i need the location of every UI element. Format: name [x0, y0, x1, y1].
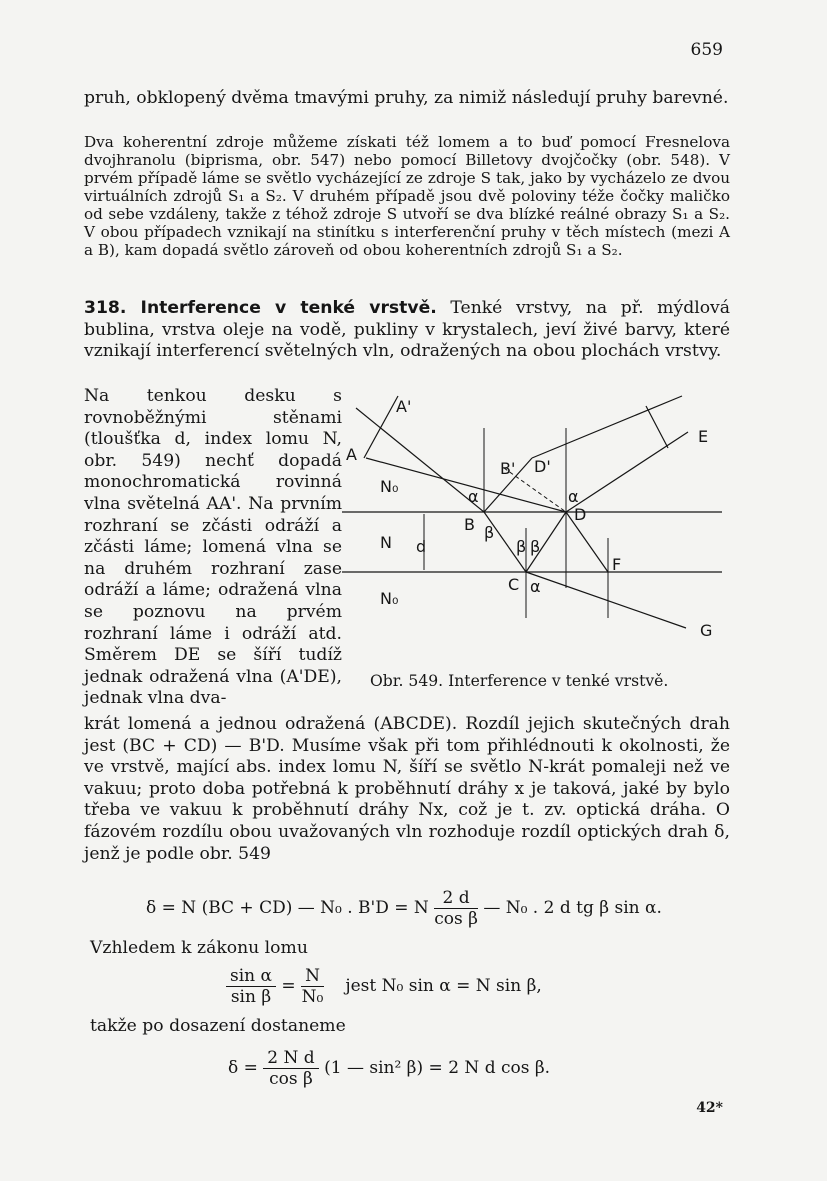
eq1-numerator: 2 d [434, 888, 478, 909]
paragraph-main: krát lomená a jednou odražená (ABCDE). Rozdíl jejich skutečných drah jest (BC + CD) — B'D. Musíme však při tom přihlédnouti k okolnosti, že ve vrstvě, mající abs. index lomu N, šíří se světlo N-krát pomaleji než ve vakuu; proto doba potřebná k proběhnutí dráhy x je taková, jaké by bylo třeba ve vakuu k proběhnutí dráhy Nx, což je t. zv. optická dráha. O fázovém rozdílu obou uvažovaných vln rozhoduje rozdíl optických drah δ, jenž je podle obr. 549 [84, 714, 730, 864]
eq3-right: (1 — sin² β) = 2 N d cos β. [324, 1058, 551, 1078]
label-B1: B' [500, 459, 516, 478]
figure-549 [336, 388, 722, 658]
section-intro: Tenké vrstvy, na př. mýdlová bublina, vrstva oleje na vodě, pukliny v krystalech, jeví živé barvy, které vznikají interferencí světelných vln, odražených na obou plochách vrstvy. [84, 298, 730, 362]
eq3-fraction [263, 1048, 318, 1089]
label-B: B [464, 515, 475, 534]
eq2-denominator-2: N₀ [301, 987, 324, 1007]
label-d: d [416, 537, 427, 556]
eq2-fraction-1 [226, 966, 276, 1007]
eq2-denominator-1: sin β [230, 987, 272, 1007]
page-signature: 42* [696, 1100, 723, 1116]
equation-2 [226, 966, 542, 1007]
eq2-equals: = [281, 976, 302, 996]
page-number: 659 [690, 40, 723, 60]
ray-DE [566, 432, 688, 512]
eq2-right: jest N₀ sin α = N sin β, [345, 976, 542, 996]
eq1-left: δ = N (BC + CD) — N₀ . B'D = N [146, 898, 429, 918]
eq2-numerator-2: N [301, 966, 324, 987]
label-alpha-1: α [468, 487, 479, 506]
text-line-2: takže po dosazení dostaneme [90, 1016, 346, 1036]
label-A1: A' [396, 397, 412, 416]
eq1-denominator: cos β [434, 909, 478, 929]
ray-top-right [532, 396, 682, 458]
text-line-1: Vzhledem k zákonu lomu [90, 938, 308, 958]
label-C: C [508, 575, 520, 594]
eq3-numerator: 2 N d [263, 1048, 318, 1069]
label-beta-3: β [530, 537, 541, 556]
section-318 [84, 298, 730, 363]
label-D: D [574, 505, 587, 524]
paragraph-2: Dva koherentní zdroje můžeme získati též lomem a to buď pomocí Fresnelova dvojhranolu (biprisma, obr. 547) nebo pomocí Billetovy dvojčočky (obr. 548). V prvém případě láme se světlo vycházející ze zdroje S tak, jako by vycházelo ze dvou virtuálních zdrojů S₁ a S₂. V druhém případě jsou dvě poloviny téže čočky maličko od sebe vzdáleny, takže z téhož zdroje S utvoří se dva blízké reálné obrazy S₁ a S₂. V obou případech vznikají na stinítku s interferenční pruhy v těch místech (mezi A a B), kam dopadá světlo zároveň od obou koherentních zdrojů S₁ a S₂. [84, 133, 730, 259]
equation-3 [228, 1048, 550, 1089]
label-E: E [698, 427, 709, 446]
label-N0-bottom: N₀ [380, 589, 399, 608]
eq1-right: — N₀ . 2 d tg β sin α. [483, 898, 662, 918]
eq1-fraction [434, 888, 478, 929]
label-beta-2: β [516, 537, 527, 556]
label-alpha-3: α [530, 577, 541, 596]
label-N: N [380, 533, 392, 552]
eq2-fraction-2 [301, 966, 324, 1007]
left-column-text: Na tenkou desku s rovnoběžnými stěnami (tloušťka d, index lomu N, obr. 549) nechť dopadá monochromatická rovinná vlna světelná AA'. Na prvním rozhraní se zčásti odráží a zčásti láme; lomená vlna se na druhém rozhraní zase odráží a láme; odražená vlna se poznovu na prvém rozhraní láme i odráží atd. Směrem DE se šíří tudíž jednak odražená vlna (A'DE), jednak vlna dva- [84, 386, 342, 709]
wavefront-right [646, 406, 668, 448]
section-heading: 318. Interference v tenké vrstvě. [84, 298, 437, 318]
label-N0-top: N₀ [380, 477, 399, 496]
eq2-numerator-1: sin α [226, 966, 276, 987]
eq3-left: δ = [228, 1058, 258, 1078]
equation-1 [146, 888, 662, 929]
label-D1: D' [534, 457, 551, 476]
label-beta-1: β [484, 523, 495, 542]
ray-CG [526, 572, 686, 628]
label-alpha-2: α [568, 487, 579, 506]
wavefront [364, 396, 398, 458]
label-A: A [346, 445, 357, 464]
label-G: G [700, 621, 713, 640]
label-F: F [612, 555, 622, 574]
paragraph-1: pruh, obklopený dvěma tmavými pruhy, za nimiž následují pruhy barevné. [84, 88, 729, 108]
eq3-denominator: cos β [269, 1069, 313, 1089]
ray-DF [566, 512, 608, 572]
figure-caption: Obr. 549. Interference v tenké vrstvě. [370, 672, 669, 690]
